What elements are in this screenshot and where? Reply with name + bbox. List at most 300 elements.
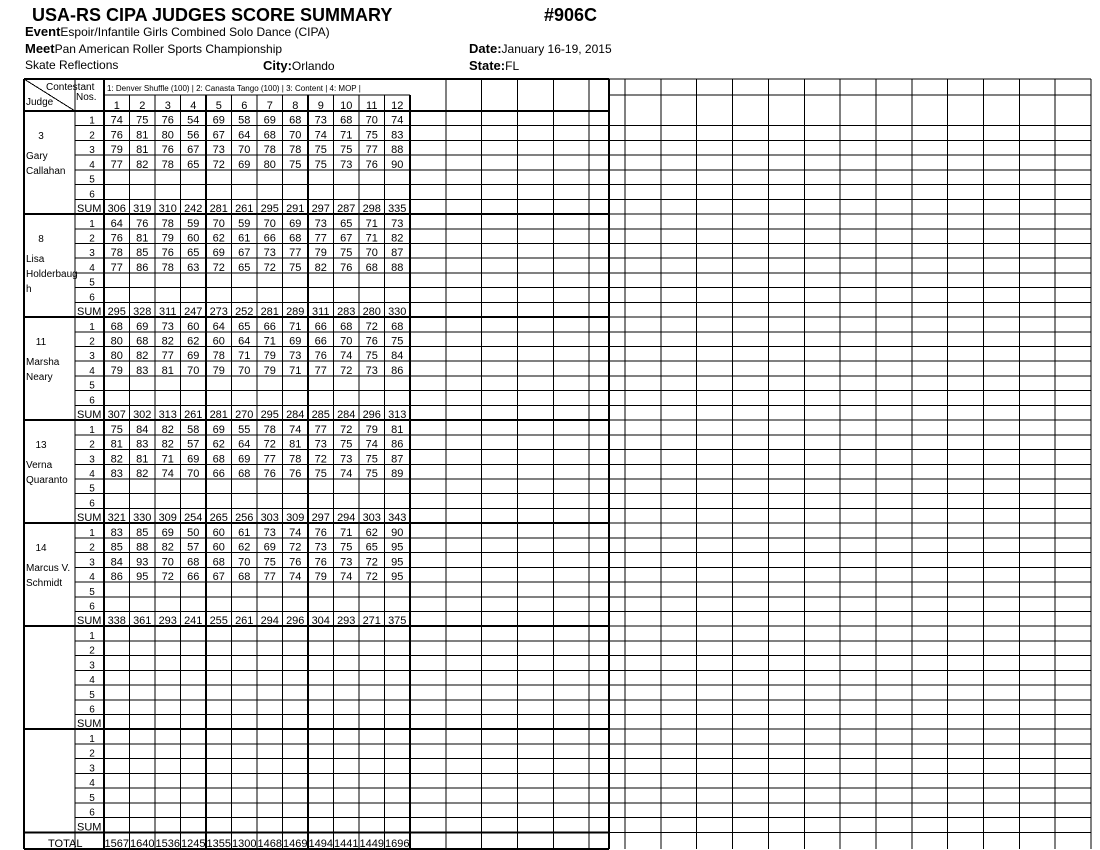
row-number: 6 bbox=[89, 704, 95, 716]
score-cell: 84 bbox=[110, 556, 123, 569]
event-value: Espoir/Infantile Girls Combined Solo Dance (CIPA) bbox=[60, 25, 330, 39]
row-number: 1 bbox=[89, 733, 95, 745]
sum-label: SUM bbox=[77, 306, 102, 319]
score-cell: 72 bbox=[289, 541, 302, 554]
score-cell: 64 bbox=[212, 320, 225, 333]
score-cell: 68 bbox=[187, 556, 200, 569]
score-cell: 57 bbox=[187, 541, 200, 554]
sum-cell: 313 bbox=[158, 409, 177, 422]
sum-cell: 281 bbox=[209, 203, 228, 216]
score-cell: 73 bbox=[263, 526, 276, 539]
score-cell: 64 bbox=[238, 335, 251, 348]
judge-name: h bbox=[26, 284, 32, 296]
total-cell: 1300 bbox=[232, 838, 257, 850]
score-cell: 64 bbox=[110, 217, 123, 230]
sum-cell: 330 bbox=[388, 306, 407, 319]
score-cell: 65 bbox=[365, 541, 378, 554]
score-cell: 73 bbox=[340, 158, 353, 171]
score-cell: 82 bbox=[161, 438, 174, 451]
score-cell: 80 bbox=[263, 158, 276, 171]
score-cell: 79 bbox=[212, 364, 225, 377]
score-cell: 72 bbox=[365, 320, 378, 333]
score-cell: 75 bbox=[340, 438, 353, 451]
row-number: 4 bbox=[89, 778, 95, 790]
score-cell: 75 bbox=[365, 453, 378, 466]
score-cell: 78 bbox=[289, 453, 302, 466]
event-label: Event bbox=[25, 24, 61, 39]
score-cell: 73 bbox=[212, 144, 225, 157]
total-cell: 1355 bbox=[206, 838, 231, 850]
score-cell: 77 bbox=[263, 453, 276, 466]
score-cell: 77 bbox=[365, 144, 378, 157]
score-cell: 66 bbox=[212, 468, 225, 480]
score-cell: 70 bbox=[187, 364, 200, 377]
contestant-number: 11 bbox=[366, 100, 378, 112]
score-cell: 75 bbox=[263, 556, 276, 569]
row-number: 2 bbox=[89, 748, 95, 760]
score-cell: 66 bbox=[263, 232, 276, 245]
score-cell: 64 bbox=[238, 129, 251, 142]
score-cell: 89 bbox=[391, 468, 404, 480]
sum-cell: 297 bbox=[311, 203, 330, 216]
sum-cell: 287 bbox=[337, 203, 356, 216]
score-cell: 77 bbox=[263, 571, 276, 584]
sum-cell: 297 bbox=[311, 512, 330, 525]
score-cell: 83 bbox=[391, 129, 404, 142]
total-cell: 1567 bbox=[104, 838, 129, 850]
score-cell: 62 bbox=[238, 541, 251, 554]
row-number: 3 bbox=[89, 145, 95, 157]
score-cell: 64 bbox=[238, 438, 251, 451]
sum-cell: 303 bbox=[260, 512, 279, 525]
score-cell: 58 bbox=[238, 114, 251, 127]
score-cell: 72 bbox=[212, 261, 225, 274]
score-cell: 76 bbox=[136, 217, 149, 230]
sum-cell: 311 bbox=[158, 306, 177, 319]
sum-cell: 338 bbox=[107, 615, 126, 628]
sum-cell: 343 bbox=[388, 512, 407, 525]
sum-cell: 313 bbox=[388, 409, 407, 422]
score-cell: 80 bbox=[110, 335, 123, 348]
score-cell: 86 bbox=[391, 364, 404, 377]
score-cell: 76 bbox=[365, 335, 378, 348]
score-cell: 80 bbox=[161, 129, 174, 142]
sum-cell: 252 bbox=[235, 306, 254, 319]
score-cell: 73 bbox=[314, 541, 327, 554]
score-cell: 69 bbox=[263, 541, 276, 554]
sum-cell: 306 bbox=[107, 203, 126, 216]
sum-cell: 261 bbox=[235, 615, 254, 628]
score-cell: 73 bbox=[391, 217, 404, 230]
score-cell: 95 bbox=[391, 571, 404, 584]
row-number: 1 bbox=[89, 321, 95, 333]
score-cell: 95 bbox=[391, 556, 404, 569]
score-cell: 76 bbox=[110, 129, 123, 142]
score-cell: 68 bbox=[340, 320, 353, 333]
score-cell: 73 bbox=[340, 556, 353, 569]
score-cell: 75 bbox=[340, 144, 353, 157]
sum-cell: 309 bbox=[158, 512, 177, 525]
score-cell: 81 bbox=[161, 364, 174, 377]
row-number: 3 bbox=[89, 557, 95, 569]
score-cell: 60 bbox=[187, 320, 200, 333]
contestant-number: 2 bbox=[139, 100, 146, 112]
score-cell: 67 bbox=[340, 232, 353, 245]
score-cell: 82 bbox=[110, 453, 123, 466]
sum-cell: 294 bbox=[337, 512, 356, 525]
score-cell: 74 bbox=[289, 423, 302, 436]
sum-cell: 261 bbox=[235, 203, 254, 216]
total-cell: 1696 bbox=[385, 838, 410, 850]
sum-cell: 302 bbox=[133, 409, 152, 422]
score-cell: 76 bbox=[161, 114, 174, 127]
sum-cell: 247 bbox=[184, 306, 203, 319]
sum-cell: 295 bbox=[107, 306, 126, 319]
score-cell: 78 bbox=[161, 217, 174, 230]
score-cell: 69 bbox=[238, 158, 251, 171]
sum-cell: 255 bbox=[209, 615, 228, 628]
total-cell: 1640 bbox=[130, 838, 155, 850]
judge-number: 8 bbox=[38, 234, 44, 246]
row-number: 5 bbox=[89, 174, 95, 186]
judge-number: 13 bbox=[35, 440, 47, 452]
score-cell: 80 bbox=[110, 350, 123, 363]
sum-cell: 295 bbox=[260, 203, 279, 216]
row-number: 3 bbox=[89, 763, 95, 775]
sum-cell: 284 bbox=[337, 409, 356, 422]
row-number: 4 bbox=[89, 365, 95, 377]
score-cell: 75 bbox=[314, 144, 327, 157]
sum-cell: 254 bbox=[184, 512, 203, 525]
score-cell: 72 bbox=[365, 571, 378, 584]
sum-cell: 294 bbox=[260, 615, 279, 628]
score-cell: 65 bbox=[238, 261, 251, 274]
score-cell: 73 bbox=[314, 114, 327, 127]
score-cell: 72 bbox=[161, 571, 174, 584]
judge-name: Holderbaug bbox=[26, 269, 78, 281]
score-cell: 56 bbox=[187, 129, 200, 142]
score-cell: 62 bbox=[212, 438, 225, 451]
score-cell: 70 bbox=[263, 217, 276, 230]
row-number: 6 bbox=[89, 807, 95, 819]
city-label: City bbox=[263, 58, 288, 73]
score-cell: 77 bbox=[161, 350, 174, 363]
score-cell: 71 bbox=[289, 364, 302, 377]
row-number: 1 bbox=[89, 115, 95, 127]
score-cell: 63 bbox=[187, 261, 200, 274]
score-cell: 61 bbox=[238, 232, 251, 245]
row-number: 4 bbox=[89, 675, 95, 687]
row-number: 1 bbox=[89, 218, 95, 230]
score-cell: 95 bbox=[136, 571, 149, 584]
score-cell: 79 bbox=[263, 350, 276, 363]
sum-cell: 293 bbox=[337, 615, 356, 628]
score-cell: 73 bbox=[340, 453, 353, 466]
state-line: State:FL bbox=[469, 58, 520, 73]
score-cell: 69 bbox=[212, 114, 225, 127]
score-cell: 86 bbox=[391, 438, 404, 451]
score-cell: 79 bbox=[161, 232, 174, 245]
sum-cell: 309 bbox=[286, 512, 305, 525]
score-cell: 73 bbox=[263, 247, 276, 260]
score-cell: 70 bbox=[238, 556, 251, 569]
score-cell: 75 bbox=[365, 468, 378, 480]
score-cell: 69 bbox=[263, 114, 276, 127]
contestant-number: 9 bbox=[317, 100, 324, 112]
row-number: 3 bbox=[89, 454, 95, 466]
score-cell: 62 bbox=[212, 232, 225, 245]
score-cell: 72 bbox=[212, 158, 225, 171]
sum-cell: 289 bbox=[286, 306, 305, 319]
score-cell: 74 bbox=[314, 129, 327, 142]
sum-cell: 281 bbox=[209, 409, 228, 422]
score-cell: 90 bbox=[391, 158, 404, 171]
sum-cell: 285 bbox=[311, 409, 330, 422]
score-cell: 78 bbox=[161, 158, 174, 171]
sum-cell: 273 bbox=[209, 306, 228, 319]
document-title: USA-RS CIPA JUDGES SCORE SUMMARY bbox=[32, 5, 393, 25]
score-cell: 58 bbox=[187, 423, 200, 436]
score-cell: 76 bbox=[161, 144, 174, 157]
score-cell: 68 bbox=[212, 453, 225, 466]
score-cell: 74 bbox=[365, 438, 378, 451]
state-label: State bbox=[469, 58, 501, 73]
score-cell: 81 bbox=[110, 438, 123, 451]
score-cell: 70 bbox=[365, 247, 378, 260]
score-cell: 76 bbox=[161, 247, 174, 260]
judge-name: Neary bbox=[26, 372, 53, 384]
score-cell: 72 bbox=[263, 261, 276, 274]
score-cell: 71 bbox=[340, 129, 353, 142]
score-cell: 88 bbox=[136, 541, 149, 554]
sum-cell: 271 bbox=[362, 615, 381, 628]
score-cell: 68 bbox=[238, 571, 251, 584]
score-cell: 82 bbox=[161, 423, 174, 436]
score-cell: 87 bbox=[391, 247, 404, 260]
score-cell: 76 bbox=[263, 468, 276, 480]
row-number: 6 bbox=[89, 292, 95, 304]
score-cell: 68 bbox=[238, 468, 251, 480]
corner-contestant: Contestant bbox=[46, 82, 95, 93]
score-cell: 66 bbox=[314, 335, 327, 348]
score-cell: 75 bbox=[340, 541, 353, 554]
score-cell: 69 bbox=[212, 247, 225, 260]
row-number: 1 bbox=[89, 527, 95, 539]
score-cell: 82 bbox=[391, 232, 404, 245]
city-value: Orlando bbox=[291, 59, 335, 73]
score-cell: 68 bbox=[289, 114, 302, 127]
score-cell: 76 bbox=[365, 158, 378, 171]
score-cell: 95 bbox=[391, 541, 404, 554]
score-cell: 71 bbox=[238, 350, 251, 363]
sum-label: SUM bbox=[77, 512, 102, 525]
score-cell: 70 bbox=[238, 364, 251, 377]
row-number: 5 bbox=[89, 483, 95, 495]
score-cell: 60 bbox=[212, 335, 225, 348]
score-cell: 81 bbox=[289, 438, 302, 451]
total-cell: 1449 bbox=[359, 838, 384, 850]
score-cell: 81 bbox=[136, 144, 149, 157]
score-cell: 65 bbox=[187, 158, 200, 171]
score-cell: 77 bbox=[314, 232, 327, 245]
score-cell: 72 bbox=[263, 438, 276, 451]
row-number: 2 bbox=[89, 336, 95, 348]
sum-cell: 321 bbox=[107, 512, 126, 525]
score-cell: 71 bbox=[289, 320, 302, 333]
contestant-number: 3 bbox=[164, 100, 171, 112]
corner-judge: Judge bbox=[26, 97, 54, 108]
score-cell: 77 bbox=[110, 261, 123, 274]
score-cell: 93 bbox=[136, 556, 149, 569]
score-cell: 68 bbox=[263, 129, 276, 142]
score-cell: 77 bbox=[314, 364, 327, 377]
row-number: 6 bbox=[89, 189, 95, 201]
score-cell: 75 bbox=[136, 114, 149, 127]
dance-legend: 1: Denver Shuffle (100) | 2: Canasta Tango (100) | 3: Content | 4: MOP | bbox=[107, 84, 361, 93]
score-cell: 75 bbox=[289, 158, 302, 171]
score-cell: 75 bbox=[340, 247, 353, 260]
score-cell: 79 bbox=[110, 144, 123, 157]
total-cell: 1245 bbox=[181, 838, 206, 850]
row-number: 1 bbox=[89, 630, 95, 642]
contestant-number: 5 bbox=[215, 100, 222, 112]
score-cell: 74 bbox=[110, 114, 123, 127]
date-line: Date:January 16-19, 2015 bbox=[469, 41, 612, 56]
score-cell: 86 bbox=[136, 261, 149, 274]
sum-label: SUM bbox=[77, 409, 102, 422]
score-cell: 71 bbox=[365, 232, 378, 245]
score-cell: 76 bbox=[340, 261, 353, 274]
score-cell: 55 bbox=[238, 423, 251, 436]
row-number: 3 bbox=[89, 248, 95, 260]
score-cell: 61 bbox=[238, 526, 251, 539]
judge-name: Schmidt bbox=[26, 578, 63, 590]
meet-label: Meet bbox=[25, 41, 55, 56]
sum-cell: 295 bbox=[260, 409, 279, 422]
row-number: 4 bbox=[89, 262, 95, 274]
score-cell: 76 bbox=[289, 556, 302, 569]
sum-cell: 335 bbox=[388, 203, 407, 216]
sum-cell: 296 bbox=[286, 615, 305, 628]
score-cell: 82 bbox=[314, 261, 327, 274]
score-cell: 65 bbox=[238, 320, 251, 333]
date-value: January 16-19, 2015 bbox=[501, 42, 612, 56]
sum-label: SUM bbox=[77, 203, 102, 216]
score-cell: 79 bbox=[314, 571, 327, 584]
score-cell: 79 bbox=[263, 364, 276, 377]
score-cell: 73 bbox=[365, 364, 378, 377]
score-cell: 62 bbox=[365, 526, 378, 539]
row-number: 4 bbox=[89, 572, 95, 584]
state-value: FL bbox=[505, 59, 520, 73]
sum-cell: 375 bbox=[388, 615, 407, 628]
score-cell: 75 bbox=[365, 350, 378, 363]
row-number: 6 bbox=[89, 498, 95, 510]
contestant-number: 1 bbox=[113, 100, 120, 112]
score-cell: 67 bbox=[187, 144, 200, 157]
row-number: 4 bbox=[89, 469, 95, 480]
score-cell: 85 bbox=[136, 247, 149, 260]
date-label: Date bbox=[469, 41, 498, 56]
score-cell: 68 bbox=[289, 232, 302, 245]
score-cell: 75 bbox=[314, 158, 327, 171]
score-cell: 67 bbox=[238, 247, 251, 260]
contestant-number: 8 bbox=[292, 100, 299, 112]
score-cell: 60 bbox=[212, 541, 225, 554]
score-cell: 74 bbox=[340, 571, 353, 584]
score-cell: 73 bbox=[289, 350, 302, 363]
sum-cell: 281 bbox=[260, 306, 279, 319]
sum-cell: 298 bbox=[362, 203, 381, 216]
score-cell: 70 bbox=[238, 144, 251, 157]
row-number: 4 bbox=[89, 159, 95, 171]
score-cell: 78 bbox=[289, 144, 302, 157]
score-cell: 86 bbox=[110, 571, 123, 584]
sum-cell: 303 bbox=[362, 512, 381, 525]
contestant-number: 12 bbox=[391, 100, 404, 112]
row-number: 3 bbox=[89, 660, 95, 672]
score-cell: 60 bbox=[212, 526, 225, 539]
row-number: 2 bbox=[89, 645, 95, 657]
sum-cell: 256 bbox=[235, 512, 254, 525]
score-cell: 65 bbox=[187, 247, 200, 260]
score-cell: 77 bbox=[110, 158, 123, 171]
row-number: 6 bbox=[89, 601, 95, 613]
score-cell: 65 bbox=[340, 217, 353, 230]
total-cell: 1468 bbox=[257, 838, 282, 850]
sum-cell: 319 bbox=[133, 203, 152, 216]
score-cell: 79 bbox=[110, 364, 123, 377]
score-cell: 82 bbox=[136, 350, 149, 363]
total-cell: 1469 bbox=[283, 838, 308, 850]
sum-cell: 330 bbox=[133, 512, 152, 525]
row-number: 2 bbox=[89, 233, 95, 245]
total-cell: 1494 bbox=[308, 838, 333, 850]
score-cell: 81 bbox=[391, 423, 404, 436]
score-cell: 81 bbox=[136, 129, 149, 142]
row-number: 5 bbox=[89, 792, 95, 804]
score-cell: 81 bbox=[136, 453, 149, 466]
score-cell: 84 bbox=[391, 350, 404, 363]
score-cell: 88 bbox=[391, 261, 404, 274]
row-number: 5 bbox=[89, 277, 95, 289]
score-cell: 74 bbox=[289, 571, 302, 584]
sum-cell: 328 bbox=[133, 306, 152, 319]
score-cell: 73 bbox=[161, 320, 174, 333]
judge-name: Gary bbox=[26, 151, 48, 162]
score-cell: 74 bbox=[340, 350, 353, 363]
score-cell: 69 bbox=[238, 453, 251, 466]
score-cell: 77 bbox=[314, 423, 327, 436]
judge-name: Quaranto bbox=[26, 475, 68, 487]
corner-nos: Nos. bbox=[76, 92, 97, 103]
judge-number: 14 bbox=[35, 543, 47, 555]
score-cell: 76 bbox=[289, 468, 302, 480]
score-cell: 75 bbox=[391, 335, 404, 348]
score-cell: 70 bbox=[212, 217, 225, 230]
score-cell: 81 bbox=[136, 232, 149, 245]
score-cell: 82 bbox=[136, 468, 149, 480]
score-cell: 66 bbox=[314, 320, 327, 333]
score-cell: 90 bbox=[391, 526, 404, 539]
sum-cell: 310 bbox=[158, 203, 177, 216]
score-cell: 69 bbox=[136, 320, 149, 333]
score-cell: 75 bbox=[289, 261, 302, 274]
score-cell: 82 bbox=[136, 158, 149, 171]
score-cell: 69 bbox=[212, 423, 225, 436]
city-line: City:Orlando bbox=[263, 58, 335, 73]
score-cell: 87 bbox=[391, 453, 404, 466]
